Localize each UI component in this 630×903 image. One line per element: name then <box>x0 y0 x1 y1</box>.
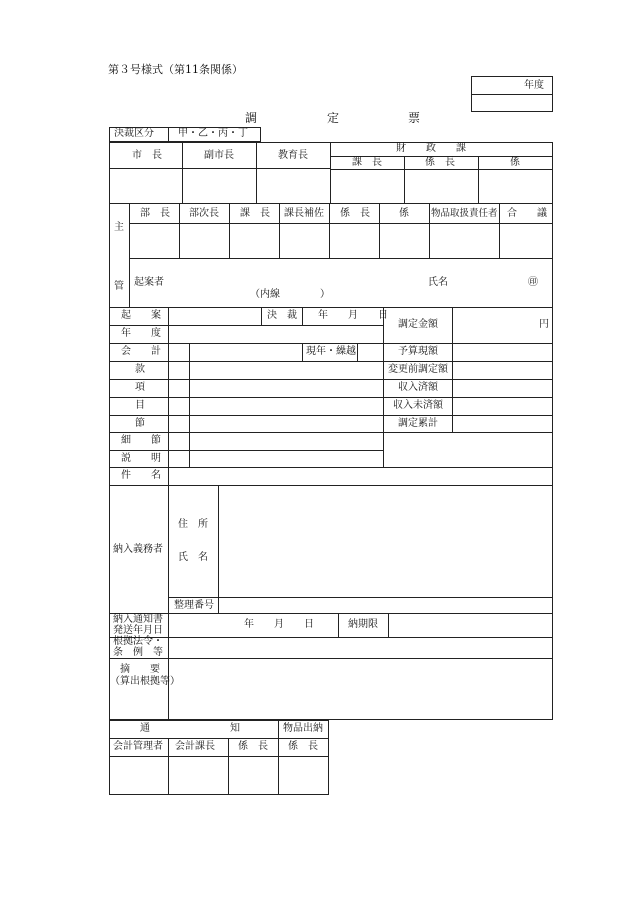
label-basis-2: 条 例 等 <box>113 647 163 658</box>
fiscal-year-label: 年度 <box>524 80 544 91</box>
title-char-2: 定 <box>327 111 340 125</box>
label-nendo: 年 度 <box>121 328 161 339</box>
shukan-label-bottom: 管 <box>114 281 124 292</box>
label-basis-1: 根拠法令・ <box>113 636 163 647</box>
approver-deputy-mayor: 副市長 <box>204 150 234 161</box>
label-deadline: 納期限 <box>348 619 378 630</box>
role-kaikei-kacho: 会計課長 <box>175 741 215 752</box>
label-shunyu-mizumi: 収入未済額 <box>393 400 443 411</box>
kessai-kubun-label: 決裁区分 <box>114 128 154 139</box>
label-setsu: 節 <box>135 418 145 429</box>
zaisei-kacho: 課 長 <box>352 157 382 168</box>
label-notice-1: 納入通知書 <box>113 614 163 625</box>
role-bucho: 部 長 <box>140 208 170 219</box>
label-kessai-date: 決 裁 <box>267 310 297 321</box>
label-kan: 款 <box>135 364 145 375</box>
role-kaikei-kanrisha: 会計管理者 <box>113 741 163 752</box>
drafter-name-label: 氏名 <box>428 277 448 288</box>
zaisei-kakaricho: 係 長 <box>425 157 455 168</box>
approver-mayor: 市 長 <box>132 150 162 161</box>
label-saisetsu: 細 節 <box>121 435 161 446</box>
label-chotei-ruikei: 調定累計 <box>398 418 438 429</box>
label-chotei-kingaku: 調定金額 <box>398 319 438 330</box>
role-aigi: 合 議 <box>507 208 547 219</box>
label-tsuchi: 通 知 <box>140 723 240 734</box>
role-kakaricho-2: 係 長 <box>288 741 318 752</box>
approver-superintendent: 教育長 <box>278 150 308 161</box>
role-bujicho: 部次長 <box>189 208 219 219</box>
label-summary-1: 摘 要 <box>120 664 160 675</box>
shukan-label-top: 主 <box>114 222 124 233</box>
label-henkomae: 変更前調定額 <box>388 364 448 375</box>
label-kaikei: 会 計 <box>121 346 161 357</box>
form-number-label: 第３号様式（第11条関係） <box>108 63 243 76</box>
label-yosan-gengaku: 予算現額 <box>398 346 438 357</box>
kessai-kubun-value: 甲・乙・丙・丁 <box>178 128 248 139</box>
drafter-label: 起案者 <box>134 277 164 288</box>
title-char-3: 票 <box>408 111 421 125</box>
title-char-1: 調 <box>245 111 258 125</box>
label-kian: 起 案 <box>121 310 161 321</box>
zaisei-kakari: 係 <box>510 157 520 168</box>
label-gennen-kuri: 現年・繰越 <box>306 346 356 357</box>
label-ko: 項 <box>135 382 145 393</box>
notice-date: 年 月 日 <box>244 619 314 630</box>
role-kakaricho: 係 長 <box>340 208 370 219</box>
label-name: 氏 名 <box>178 552 208 563</box>
yen-unit: 円 <box>539 319 549 330</box>
form-frame <box>109 142 553 720</box>
label-address: 住 所 <box>178 519 208 530</box>
seal-mark: ㊞ <box>528 277 538 288</box>
role-kacho: 課 長 <box>240 208 270 219</box>
drafter-extension: （内線 ） <box>250 289 330 300</box>
role-kakaricho-1: 係 長 <box>238 741 268 752</box>
kessai-date-ymd: 年 月 日 <box>318 310 388 321</box>
role-buppin-sekinin: 物品取扱責任者 <box>431 208 498 219</box>
label-notice-2: 発送年月日 <box>113 625 163 636</box>
zaisei-dept-label: 財 政 課 <box>396 143 466 154</box>
label-kenmei: 件 名 <box>121 470 161 481</box>
label-summary-2: （算出根拠等） <box>110 676 180 687</box>
label-setsumei: 説 明 <box>121 453 161 464</box>
label-moku: 目 <box>135 400 145 411</box>
label-shunyu-zumi: 収入済額 <box>398 382 438 393</box>
label-buppin-suito: 物品出納 <box>283 723 323 734</box>
role-kakari: 係 <box>399 208 409 219</box>
role-kacho-hosa: 課長補佐 <box>284 208 324 219</box>
label-seiri-bango: 整理番号 <box>174 600 214 611</box>
label-gimusha: 納入義務者 <box>113 544 163 555</box>
